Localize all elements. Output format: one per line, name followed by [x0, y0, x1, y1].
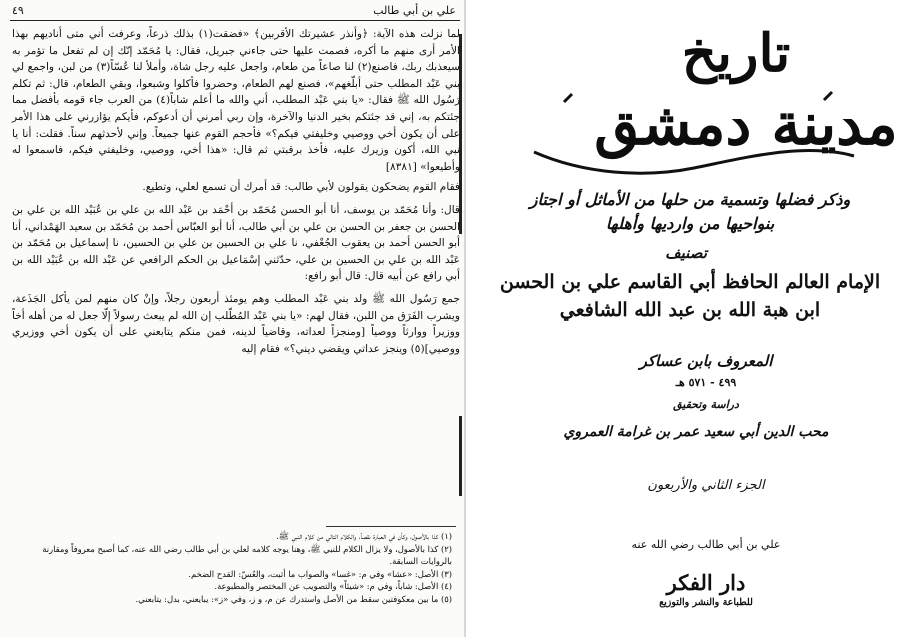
- editor-name: محب الدين أبي سعيد عمر بن غرامة العمروي: [563, 424, 829, 440]
- title-page: [466, 0, 910, 637]
- isnad-paragraph: قال: وأنا مُحَمّد بن يوسف، أنا أبو الحسن مُحَمّد بن أحْمَد بن عَبْد الله بن علي بن عُبَيْد الله بن علي بن الحسن بن جعفر بن الحسن بن علي بن أبي طالب، أنا أبو العبّاس أحمد بن مُحَمّد بن سعيد الهَمْداني، أنا أبو الحسن أحمد بن يعقوب الجُعْفي، نا علي بن الحسين بن علي بن الحسين، نا إسماعيل بن مُحَمّد بن عَبْد الله بن علي بن الحسين بن علي، حدّثني إسْمَاعيل بن الحكم الرافعي عن عَبْد الله بن عُبَيْد الله بن أبي رافع عن أبيه قال: قال أبو رافع:: [12, 203, 460, 283]
- authored-by-label: تصنيف: [665, 244, 707, 262]
- author-known-as: المعروف بابن عساكر: [639, 352, 773, 370]
- title-line-1: تاريخ: [681, 23, 791, 84]
- calligraphy-flourish-icon: [524, 82, 864, 182]
- footnote: (٢) كذا بالأصول، ولا يزال الكلام للنبي ﷺ، وهنا يوجه كلامه لعلي بن أبي طالب رضي الله عنه، كما أصبح معروفاً ومقارنة بالروايات السابقة.: [42, 543, 452, 567]
- section-note: علي بن أبي طالب رضي الله عنه: [631, 538, 781, 551]
- title-line-2: مدينة دمشق: [594, 90, 898, 158]
- page-number: ٤٩: [12, 4, 24, 17]
- subtitle-line-2: بنواحيها من وارديها وأهلها: [605, 214, 775, 233]
- publisher-logo: [626, 570, 786, 609]
- subtitle-line-1: وذكر فضلها وتسمية من حلها من الأماثل أو اجتاز: [529, 190, 851, 209]
- footnotes: [12, 530, 452, 606]
- footnote: (١) كذا بالأصول، وكأن في العبارة نقصاً، والكلام التالي من كلام النبي ﷺ.: [276, 531, 452, 541]
- footnote: (٣) الأصل: «عشا» وفي م: «غسا» والصواب ما أثبت، والعُسّ: القدح الضخم.: [188, 568, 452, 579]
- author-line-1: الإمام العالم الحافظ أبي القاسم علي بن الحسن: [499, 271, 881, 293]
- main-text: [12, 26, 460, 363]
- author-name: [482, 268, 898, 324]
- publisher-tagline: للطباعة والنشر والتوزيع: [659, 597, 753, 608]
- book-subtitle: [484, 188, 896, 236]
- author-dates: ٤٩٩ - ٥٧١ هـ: [675, 376, 737, 389]
- hadith-paragraph: جمع رَسُول الله ﷺ ولد بني عَبْد المطلب وهم يومئذ أربعون رجلاً، وإنْ كان منهم لمن يأكل الجَذَعة، ويشرب الفَرَق من اللبن، فقال لهم: «يا بني عَبْد المُطّلب إن الله لم يبعث رسولاً إلّا جعل له من أهله أخاً ووزيراً ووارثاً ووصياً [ومنجزاً لعداته، وقاضياً لدينه، فمن منكم يتابعني على أن يكون أخي ووزيري ووصيي](٥) وينجز عداتي ويقضي ديني؟» فقام إليه: [12, 292, 460, 355]
- hadith-paragraph: لما نزلت هذه الآية: ﴿وأنذر عشيرتك الأقربين﴾ «فضقت(١) بذلك ذرعاً، وعرفت أني متى أناديهم بهذا الأمر أرى منهم ما أكره، فصمت عليها حتى جاءني جبريل، فقال: يا مُحَمّد إنّك إن لم تفعل ما تؤمر به سيعذبك ربك، فاصنع(٢) لنا صاعاً من طعام، واجعل عليه رجل شاة، وأملأ لنا عُسّاً(٣) من لبن، واجمع لي بني عَبْد المطلب حتى أبلّغهم»، فصنع لهم الطعام، وحضروا فأكلوا وشبعوا، وبقي الطعام، قال: ثم تكلم رَسُول الله ﷺ فقال: «يا بني عَبْد المطلب، أني والله ما أعلم شاباً(٤) من العرب جاء قومه بأفضل مما جئتكم به، إني قد جئتكم بخير الدنيا والآخرة، وإن ربي أمرني أن أدعوكم، فأيكم يؤازرني على هذا الأمر على أن يكون أخي ووصيي وخليفتي فيكم؟» فأحجم القوم عنها جميعاً. وإني لأحدثهم سناً. فقلت: أنا يا نبي الله، أكون وزيرك عليه، فأخذ برقبتي ثم قال: «هذا أخي، ووصيي، وخليفتي فيكم، فاسمعوا له وأطيعوا» [٨٣٨١]: [12, 28, 460, 173]
- footnote: (٥) ما بين معكوفتين سقط من الأصل واستدرك عن م، و ز، وفي «ز»: يبايعني، بدل: يتابعني.: [135, 593, 452, 604]
- footnote-divider: [326, 526, 456, 527]
- running-header: [10, 2, 460, 21]
- study-label: دراسة وتحقيق: [673, 398, 739, 411]
- text-paragraph: فقام القوم يضحكون يقولون لأبي طالب: قد أمرك أن تسمع لعلي، وتطيع.: [142, 181, 460, 194]
- running-title: علي بن أبي طالب: [373, 4, 456, 17]
- volume-label: الجزء الثاني والأربعون: [647, 478, 765, 493]
- margin-marker-bar: [459, 416, 462, 496]
- author-line-2: ابن هبة الله بن عبد الله الشافعي: [559, 299, 821, 321]
- publisher-name: دار الفكر: [666, 570, 746, 595]
- footnote: (٤) الأصل: شاباً، وفي م: «شيئاً» والتصويب عن المختصر والمطبوعة.: [214, 581, 452, 592]
